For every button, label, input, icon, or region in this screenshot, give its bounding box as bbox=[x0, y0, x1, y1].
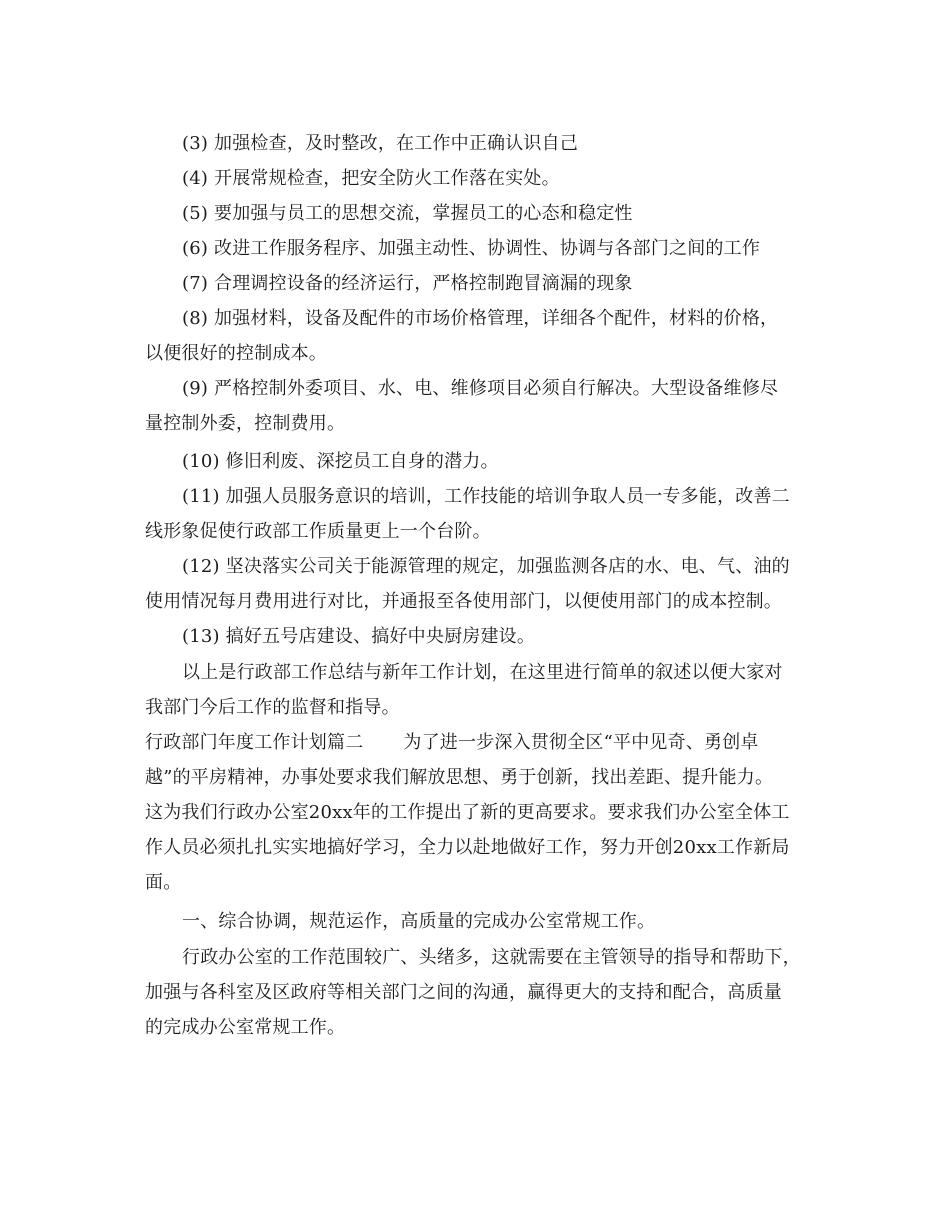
section-subheading: 一、综合协调，规范运作，高质量的完成办公室常规工作。 bbox=[182, 911, 656, 932]
paragraph-line: 以便很好的控制成本。 bbox=[145, 343, 327, 364]
paragraph-line: 越”的平房精神，办事处要求我们解放思想、勇于创新，找出差距、提升能力。 bbox=[145, 767, 774, 788]
paragraph-line: 以上是行政部工作总结与新年工作计划，在这里进行简单的叙述以便大家对 bbox=[182, 662, 783, 683]
paragraph-line: 的完成办公室常规工作。 bbox=[145, 1017, 346, 1038]
paragraph-line: (12) 坚决落实公司关于能源管理的规定，加强监测各店的水、电、气、油的 bbox=[182, 556, 790, 577]
paragraph-line: (11) 加强人员服务意识的培训，工作技能的培训争取人员一专多能，改善二 bbox=[182, 486, 790, 507]
paragraph-line: (9) 严格控制外委项目、水、电、维修项目必须自行解决。大型设备维修尽 bbox=[182, 378, 779, 399]
paragraph-line: 面。 bbox=[145, 872, 182, 893]
section-intro: 为了进一步深入贯彻全区“平中见奇、勇创卓 bbox=[403, 732, 759, 753]
paragraph-line: 线形象促使行政部工作质量更上一个台阶。 bbox=[145, 521, 491, 542]
paragraph-line: 量控制外委，控制费用。 bbox=[145, 413, 346, 434]
paragraph-line: (6) 改进工作服务程序、加强主动性、协调性、协调与各部门之间的工作 bbox=[182, 238, 761, 259]
paragraph-line: (4) 开展常规检查，把安全防火工作落在实处。 bbox=[182, 168, 560, 189]
paragraph-line: 这为我们行政办公室20xx年的工作提出了新的更高要求。要求我们办公室全体工 bbox=[145, 802, 790, 823]
paragraph-line: 我部门今后工作的监督和指导。 bbox=[145, 697, 400, 718]
paragraph-line: 作人员必须扎扎实实地搞好学习，全力以赴地做好工作，努力开创20xx工作新局 bbox=[145, 837, 790, 858]
section-title: 行政部门年度工作计划篇二 bbox=[145, 732, 364, 753]
paragraph-line: (13) 搞好五号店建设、搞好中央厨房建设。 bbox=[182, 626, 536, 647]
paragraph-line: 行政办公室的工作范围较广、头绪多，这就需要在主管领导的指导和帮助下， bbox=[182, 947, 801, 968]
paragraph-line: (7) 合理调控设备的经济运行，严格控制跑冒滴漏的现象 bbox=[182, 273, 633, 294]
paragraph-line: 使用情况每月费用进行对比，并通报至各使用部门，以便使用部门的成本控制。 bbox=[145, 591, 782, 612]
paragraph-line: (10) 修旧利废、深挖员工自身的潜力。 bbox=[182, 451, 499, 472]
section-heading-line bbox=[145, 731, 759, 755]
paragraph-line: (5) 要加强与员工的思想交流，掌握员工的心态和稳定性 bbox=[182, 203, 633, 224]
paragraph-line: (3) 加强检查，及时整改，在工作中正确认识自己 bbox=[182, 133, 579, 154]
paragraph-line: 加强与各科室及区政府等相关部门之间的沟通，赢得更大的支持和配合，高质量 bbox=[145, 982, 782, 1003]
paragraph-line: (8) 加强材料，设备及配件的市场价格管理，详细各个配件，材料的价格， bbox=[182, 308, 779, 329]
